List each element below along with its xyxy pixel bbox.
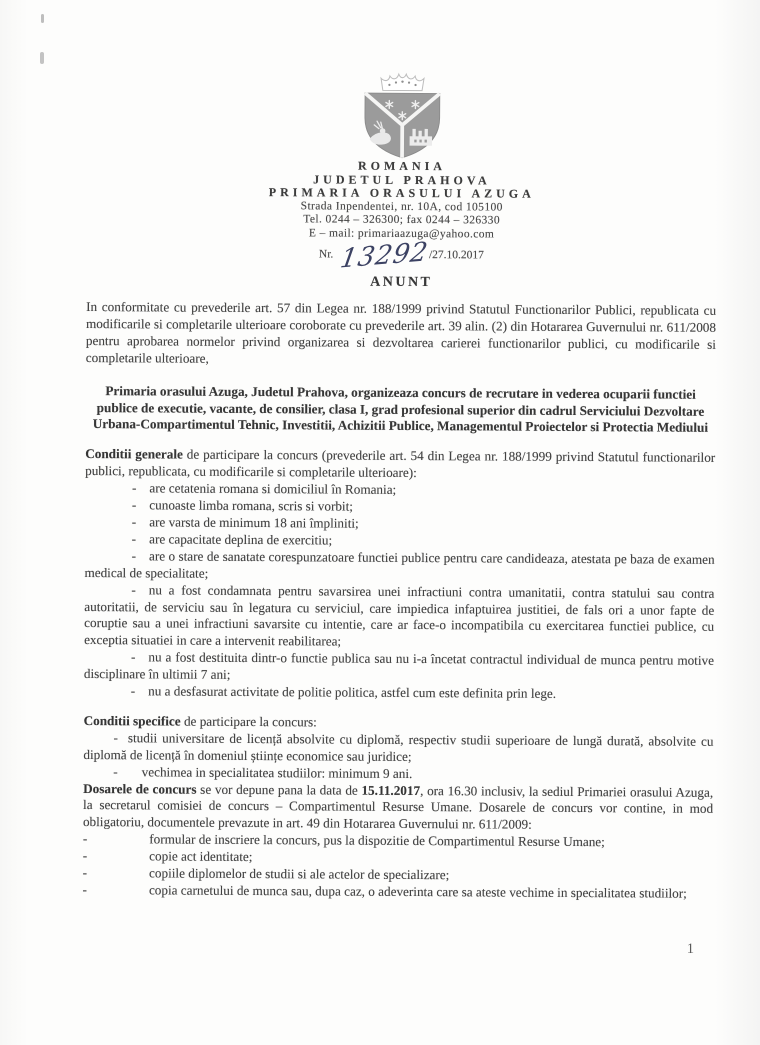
dash-bullet: - bbox=[130, 683, 136, 699]
letterhead-county: JUDETUL PRAHOVA bbox=[313, 171, 491, 187]
dossier-text: se vor depune pana la data de bbox=[196, 781, 362, 798]
letterhead-country: ROMANIA bbox=[357, 158, 447, 174]
dash-bullet: - bbox=[131, 548, 137, 564]
general-condition-text: are o stare de sanatate corespunzatoare functiei publice pentru care candideaza, atestata pe baza de examen medical de specialitate; bbox=[84, 548, 715, 581]
dash-bullet: - bbox=[131, 480, 137, 496]
registration-label: Nr. bbox=[318, 248, 334, 261]
shield-icon bbox=[365, 93, 440, 158]
document-title: ANUNT bbox=[370, 274, 433, 291]
document-content bbox=[83, 0, 718, 903]
dossier-item-text: formular de inscriere la concurs, pus la dispozitie de Compartimentul Resurse Umane; bbox=[149, 831, 605, 850]
general-condition-item bbox=[84, 683, 714, 704]
general-condition-text: nu a fost condamnata pentru savarsirea unei infractiuni contra umanitatii, contra statului sau contra autoritatii, de serviciu sau în legatura cu serviciul, care impiedica infaptuirea justitiei, de fals ori a unor fapte de coruptie sau a unei infractiuni savarsite cu intentie, care ar face-o incompatibila cu exercitarea functiei publice, cu exceptia situatiei in care a intervenit reabilitarea; bbox=[84, 581, 715, 649]
general-condition-item bbox=[84, 649, 714, 687]
dossier-item-text: copia carnetului de munca sau, dupa caz, o adeverinta care sa ateste vechime in specialitatea studiilor; bbox=[148, 882, 687, 901]
dash-bullet: - bbox=[82, 831, 88, 847]
intro-paragraph: In conformitate cu prevederile art. 57 din Legea nr. 188/1999 privind Statutul Functionarilor Publici, republicata cu modificarile si completarile ulterioare coroborate cu prevederile art. 39 alin. (2) din Hotararea Guvernului nr. 611/2008 pentru aprobarea normelor privind organizarea si dezvoltarea carierei functionarilor publici, cu modificarile si completarile ulterioare, bbox=[85, 298, 717, 366]
dash-bullet: - bbox=[131, 497, 137, 513]
dossier-item-text: copie act identitate; bbox=[149, 848, 253, 865]
general-condition-text: nu a desfasurat activitate de politie politica, astfel cum este definita prin lege. bbox=[148, 683, 557, 701]
crown-icon bbox=[381, 74, 424, 91]
dash-bullet: - bbox=[131, 581, 136, 597]
general-condition-text: are capacitate deplina de exercitiu; bbox=[149, 531, 333, 548]
general-condition-text: are cetatenia romana si domiciliul în Romania; bbox=[149, 480, 397, 498]
dossier-heading-bold: Dosarele de concurs bbox=[83, 780, 197, 797]
specific-conditions-heading-rest: de participare la concurs: bbox=[180, 713, 317, 730]
specific-condition-text: studii universitare de licență absolvite cu diplomă, respectiv studii superioare de lungă durată, absolvite cu diplomă de licență în domeniul științe economice sau juridice; bbox=[83, 730, 714, 764]
dossier-item bbox=[83, 882, 713, 903]
general-condition-item bbox=[84, 548, 714, 586]
coat-of-arms-icon bbox=[346, 66, 459, 161]
dossier-item-text: copiile diplomelor de studii si ale actelor de specializare; bbox=[149, 865, 450, 883]
handwritten-registration-number: 13292 bbox=[337, 237, 431, 275]
registration-line bbox=[86, 237, 716, 275]
general-condition-text: nu a fost destituita dintr-o functie publica sau nu i-a încetat contractul individual de munca pentru motive disciplinare în ultimii 7 ani; bbox=[83, 649, 715, 683]
general-condition-text: cunoaste limba romana, scris si vorbit; bbox=[149, 497, 354, 514]
general-conditions-heading-bold: Conditii generale bbox=[85, 446, 183, 462]
dash-bullet: - bbox=[131, 531, 137, 547]
letterhead-email: E – mail: primariaazuga@yahoo.com bbox=[308, 226, 495, 240]
dossier-text: , ora 16.30 inclusiv, la sediul Primariei orasului Azuga, la secretarul comisiei de concurs – Compartimentul Resurse Umane. Dosarele de concurs vor contine, in mod obligatoriu, documentele prevazute in art. 49 din Hotararea Guvernului nr. 611/2009: bbox=[82, 782, 714, 833]
dossier-paragraph bbox=[83, 781, 713, 836]
letterhead bbox=[86, 64, 717, 275]
dash-bullet: - bbox=[131, 514, 137, 530]
dossier-deadline-date: 15.11.2017 bbox=[361, 782, 421, 798]
specific-conditions-heading-bold: Conditii specifice bbox=[83, 712, 181, 729]
letterhead-phone-fax: Tel. 0244 – 326300; fax 0244 – 326330 bbox=[303, 213, 501, 227]
letterhead-institution: PRIMARIA ORASULUI AZUGA bbox=[268, 185, 535, 201]
page-number: 1 bbox=[686, 941, 694, 957]
general-conditions-heading bbox=[85, 446, 715, 484]
dash-bullet: - bbox=[82, 881, 88, 898]
dash-bullet: - bbox=[82, 865, 88, 881]
letterhead-address: Strada Inpendentei, nr. 10A, cod 105100 bbox=[300, 199, 503, 214]
dash-bullet: - bbox=[82, 848, 88, 864]
general-condition-text: are varsta de minimum 18 ani împliniti; bbox=[149, 514, 359, 531]
scan-artifact bbox=[41, 14, 44, 23]
specific-condition-text: vechimea in specialitatea studiilor: minimum 9 ani. bbox=[141, 763, 413, 781]
dash-bullet: - bbox=[113, 730, 118, 746]
dash-bullet: - bbox=[130, 649, 136, 665]
announcement-paragraph: Primaria orasului Azuga, Judetul Prahova, organizeaza concurs de recrutare in vederea ocuparii functiei publice de executie, vacante, de consilier, clasa I, grad profesional superior din cadrul Serviciului Dezvoltare Urbana-Compartimentul Tehnic, Investitii, Achizitii Publice, Managementul Proiectelor si Protectia Mediului bbox=[92, 382, 709, 436]
general-condition-item bbox=[84, 582, 714, 653]
general-conditions-heading-rest: de participare la concurs (prevederile art. 54 din Legea nr. 188/1999 privind Statutul functionarilor publici, republicata, cu modificarile si completarile ulterioare): bbox=[85, 446, 716, 481]
registration-date: /27.10.2017 bbox=[428, 249, 484, 262]
specific-condition-item bbox=[83, 730, 713, 768]
dash-bullet: - bbox=[113, 763, 118, 779]
scan-artifact bbox=[40, 52, 44, 64]
